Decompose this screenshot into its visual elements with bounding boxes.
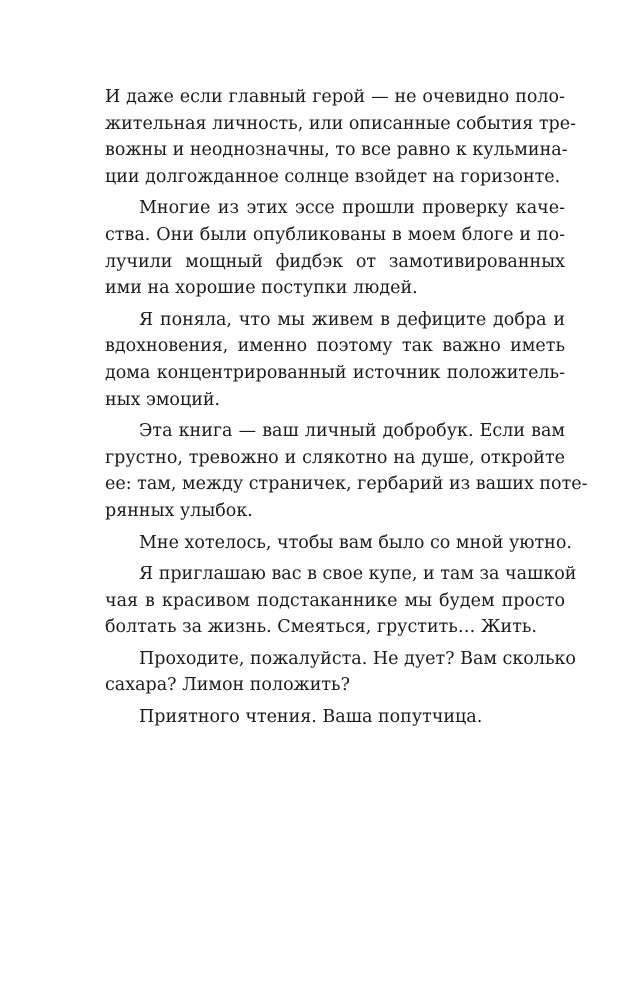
text-line: жительная личность, или описанные события тре-: [105, 113, 577, 134]
paragraph: [105, 530, 572, 557]
paragraph: [105, 561, 577, 641]
text-line: Я поняла, что мы живем в дефиците добра и: [139, 309, 565, 330]
text-line: ции долгожданное солнце взойдет на горизонте.: [105, 166, 561, 187]
text-line: ими на хорошие поступки людей.: [105, 278, 418, 299]
text-line: Приятного чтения. Ваша попутчица.: [139, 707, 483, 728]
text-line: болтать за жизнь. Смеяться, грустить… Жить.: [105, 617, 537, 638]
text-line: Эта книга — ваш личный добробук. Если вам: [139, 421, 565, 442]
text-line: грустно, тревожно и слякотно на душе, откройте: [105, 447, 565, 468]
paragraph: [105, 195, 565, 301]
text-line: Проходите, пожалуйста. Не дует? Вам сколько: [139, 648, 576, 669]
text-line: вдохновения, именно поэтому так важно иметь: [105, 336, 565, 357]
text-line: сахара? Лимон положить?: [105, 675, 350, 696]
text-line: рянных улыбок.: [105, 500, 253, 521]
text-line: Я приглашаю вас в свое купе, и там за чашкой: [139, 564, 577, 585]
paragraph: [105, 307, 565, 413]
text-line: И даже если главный герой — не очевидно поло-: [105, 87, 565, 107]
paragraph: [105, 84, 577, 190]
text-line: Мне хотелось, чтобы вам было со мной уютно.: [139, 532, 572, 553]
text-line: Многие из этих эссе прошли проверку каче-: [139, 198, 565, 219]
paragraph: [105, 704, 565, 731]
text-line: дома концентрированный источник положитель-: [105, 362, 565, 383]
text-line: лучили мощный фидбэк от замотивированных: [105, 251, 565, 272]
text-line: ных эмоций.: [105, 389, 221, 410]
text-line: ства. Они были опубликованы в моем блоге и по-: [105, 224, 565, 245]
text-line: чая в красивом подстаканнике мы будем просто: [105, 590, 565, 611]
body-text: [105, 84, 588, 731]
paragraph: [105, 646, 576, 699]
paragraph: [105, 418, 588, 524]
text-line: вожны и неоднозначны, то все равно к кульмина-: [105, 140, 568, 161]
text-line: ее: там, между страничек, гербарий из ваших поте-: [105, 474, 588, 495]
